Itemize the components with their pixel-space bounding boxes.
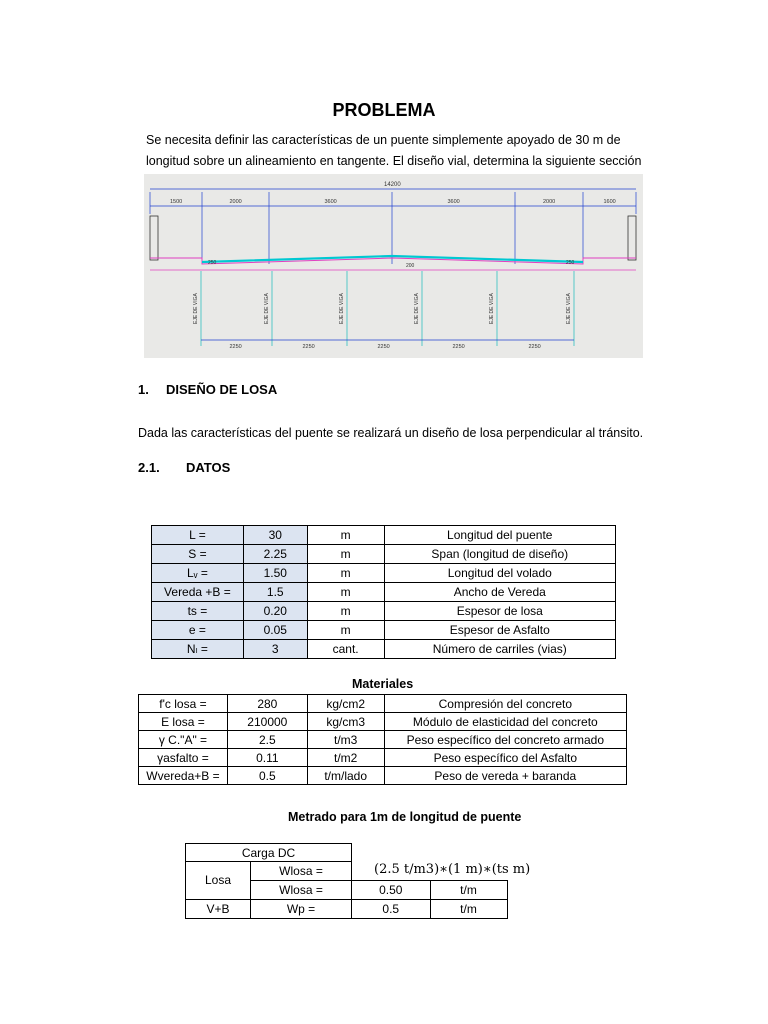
datos-row — [152, 640, 616, 659]
wp-cell: Wp = — [251, 899, 352, 918]
cross-section-drawing — [144, 174, 643, 358]
datos-value: 2.25 — [243, 545, 307, 564]
materiales-label: f'c losa = — [139, 695, 228, 713]
top-dim-label: 2000 — [543, 199, 556, 205]
materiales-value: 2.5 — [227, 731, 307, 749]
datos-label: S = — [152, 545, 244, 564]
design-paragraph: Dada las características del puente se realizará un diseño de losa perpendicular al tránsito. — [138, 426, 644, 440]
datos-unit: m — [307, 583, 384, 602]
wlosa-formula: (2.5 t/m3)∗(1 m)∗(ts m) — [374, 862, 531, 877]
datos-description: Span (longitud de diseño) — [384, 545, 615, 564]
datos-row — [152, 621, 616, 640]
carga-dc-table — [185, 843, 508, 919]
wlosa-eq-cell: Wlosa = — [251, 862, 352, 881]
datos-value: 30 — [243, 526, 307, 545]
datos-unit: m — [307, 621, 384, 640]
left-label: 250 — [208, 260, 217, 266]
wp-unit: t/m — [430, 899, 507, 918]
materiales-row — [139, 713, 627, 731]
materiales-value: 280 — [227, 695, 307, 713]
datos-unit: cant. — [307, 640, 384, 659]
datos-label: ts = — [152, 602, 244, 621]
datos-description: Número de carriles (vias) — [384, 640, 615, 659]
beam-axis-label: EJE DE VIGA — [414, 293, 420, 324]
datos-description: Espesor de Asfalto — [384, 621, 615, 640]
beam-axis-label: EJE DE VIGA — [193, 293, 199, 324]
datos-value: 0.05 — [243, 621, 307, 640]
bottom-dim-label: 2250 — [377, 344, 390, 350]
materiales-row — [139, 749, 627, 767]
datos-description: Espesor de losa — [384, 602, 615, 621]
beam-axis-label: EJE DE VIGA — [339, 293, 345, 324]
beam-axis-label: EJE DE VIGA — [264, 293, 270, 324]
datos-unit: m — [307, 545, 384, 564]
materiales-unit: t/m2 — [307, 749, 384, 767]
bottom-dim-label: 2250 — [528, 344, 541, 350]
datos-value: 1.50 — [243, 564, 307, 583]
materiales-label: γasfalto = — [139, 749, 228, 767]
datos-row — [152, 583, 616, 602]
materiales-unit: t/m/lado — [307, 767, 384, 785]
datos-label: e = — [152, 621, 244, 640]
bottom-dim-label: 2250 — [302, 344, 315, 350]
intro-paragraph: Se necesita definir las características de un puente simplemente apoyado de 30 m de longitud sobre un alineamiento en tangente. El diseño vial, determina la siguiente sección — [146, 133, 642, 168]
cross-section-svg — [144, 174, 643, 358]
carga-dc-header: Carga DC — [186, 844, 352, 862]
datos-row — [152, 602, 616, 621]
materiales-description: Peso de vereda + baranda — [384, 767, 626, 785]
datos-row — [152, 545, 616, 564]
materiales-unit: kg/cm3 — [307, 713, 384, 731]
bottom-dim-label: 2250 — [229, 344, 242, 350]
section-1-number: 1. — [138, 382, 149, 397]
section-1-title: DISEÑO DE LOSA — [166, 382, 278, 397]
datos-row — [152, 564, 616, 583]
wlosa-unit: t/m — [430, 880, 507, 899]
top-dim-label: 1500 — [170, 199, 183, 205]
beam-axis-label: EJE DE VIGA — [489, 293, 495, 324]
materiales-unit: t/m3 — [307, 731, 384, 749]
losa-cell: Losa — [186, 862, 251, 900]
materiales-row — [139, 695, 627, 713]
materiales-value: 0.11 — [227, 749, 307, 767]
datos-value: 1.5 — [243, 583, 307, 602]
top-dim-label: 3600 — [324, 199, 337, 205]
datos-label: Nₗ = — [152, 640, 244, 659]
datos-value: 3 — [243, 640, 307, 659]
datos-description: Longitud del volado — [384, 564, 615, 583]
materiales-description: Peso específico del concreto armado — [384, 731, 626, 749]
datos-label: L = — [152, 526, 244, 545]
datos-unit: m — [307, 526, 384, 545]
metrado-title: Metrado para 1m de longitud de puente — [288, 810, 522, 824]
datos-unit: m — [307, 564, 384, 583]
top-dim-label: 1600 — [603, 199, 616, 205]
datos-value: 0.20 — [243, 602, 307, 621]
right-railing — [628, 216, 636, 260]
materiales-description: Compresión del concreto — [384, 695, 626, 713]
wlosa-value: 0.50 — [352, 880, 431, 899]
datos-description: Longitud del puente — [384, 526, 615, 545]
center-label: 200 — [406, 263, 415, 269]
datos-label: Lᵥ = — [152, 564, 244, 583]
page-title: PROBLEMA — [332, 100, 436, 120]
materiales-row — [139, 767, 627, 785]
materiales-value: 210000 — [227, 713, 307, 731]
left-railing — [150, 216, 158, 260]
materiales-row — [139, 731, 627, 749]
beam-axis-label: EJE DE VIGA — [566, 293, 572, 324]
top-dim-label: 3600 — [447, 199, 460, 205]
datos-description: Ancho de Vereda — [384, 583, 615, 602]
datos-table — [151, 525, 616, 659]
materiales-table — [138, 694, 627, 785]
materiales-label: E losa = — [139, 713, 228, 731]
materiales-label: γ C."A" = — [139, 731, 228, 749]
materiales-label: Wvereda+B = — [139, 767, 228, 785]
wp-value: 0.5 — [352, 899, 431, 918]
vb-cell: V+B — [186, 899, 251, 918]
materiales-unit: kg/cm2 — [307, 695, 384, 713]
bottom-dim-label: 2250 — [452, 344, 465, 350]
right-label: 250 — [566, 260, 575, 266]
deck-line — [202, 256, 583, 262]
section-2-number: 2.1. — [138, 460, 160, 475]
materiales-value: 0.5 — [227, 767, 307, 785]
wlosa-cell: Wlosa = — [251, 880, 352, 899]
materiales-description: Peso específico del Asfalto — [384, 749, 626, 767]
datos-row — [152, 526, 616, 545]
datos-unit: m — [307, 602, 384, 621]
top-dim-label: 2000 — [229, 199, 242, 205]
datos-label: Vereda +B = — [152, 583, 244, 602]
materiales-description: Módulo de elasticidad del concreto — [384, 713, 626, 731]
total-dim-label: 14200 — [384, 182, 401, 188]
section-2-title: DATOS — [186, 460, 231, 475]
